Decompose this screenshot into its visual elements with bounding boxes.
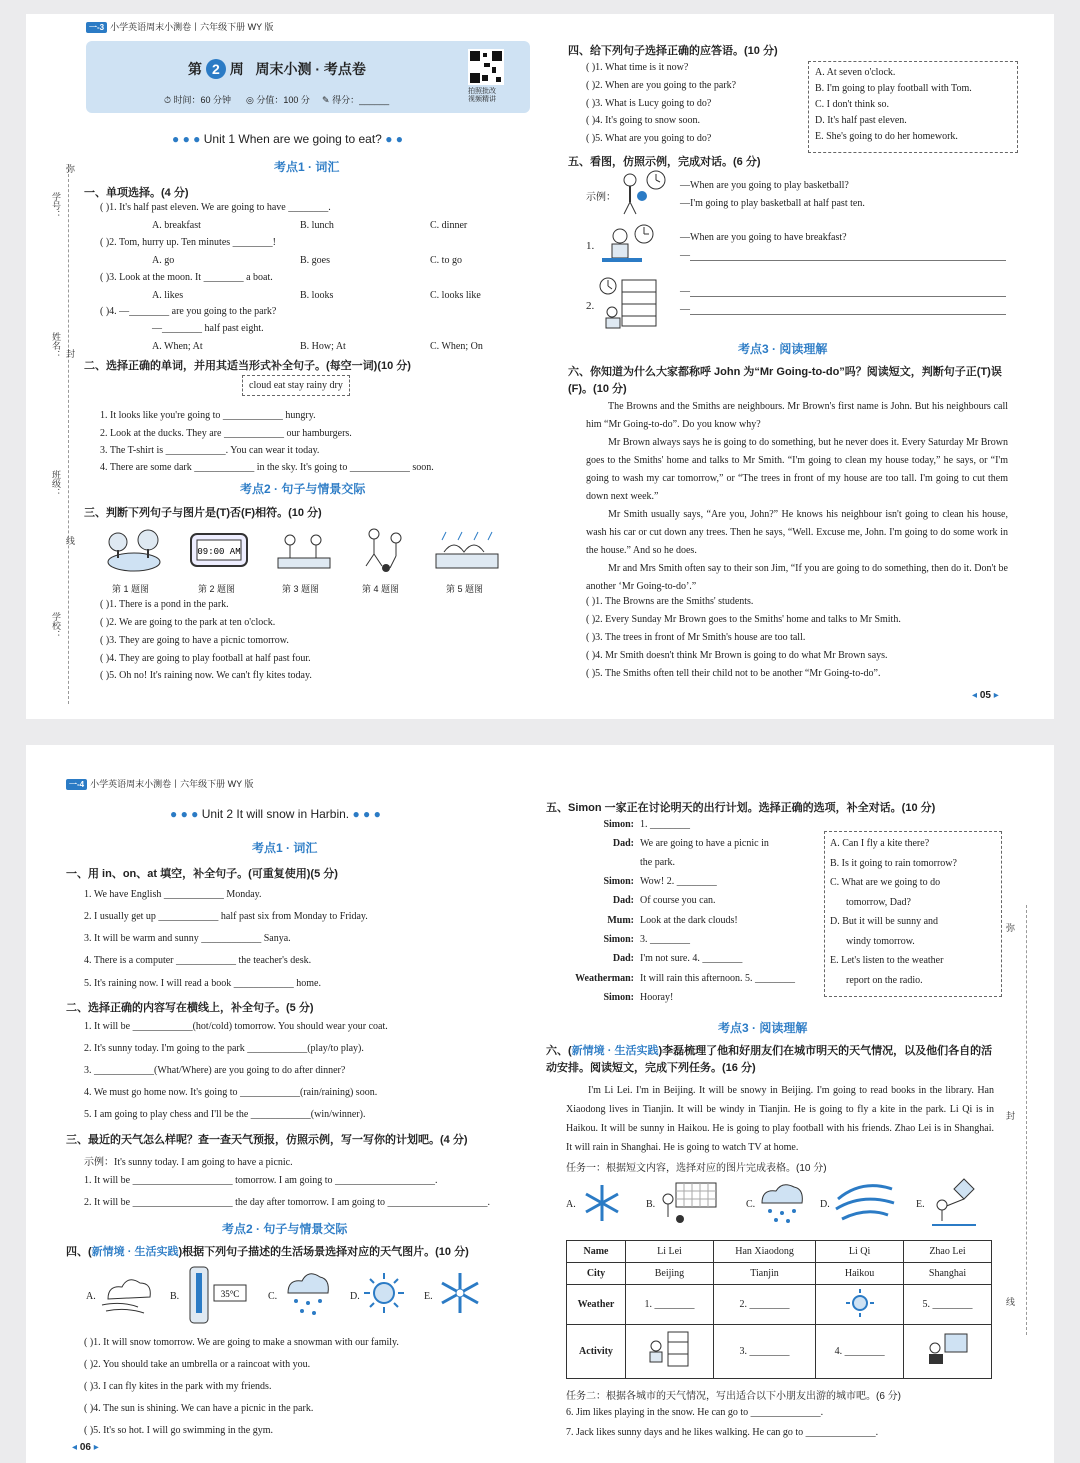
fill-question: 3. The T-shirt is ____________. You can wear it today. bbox=[100, 445, 320, 456]
kaodian-1: 考点1 · 词汇 bbox=[252, 841, 318, 855]
qr-code-icon[interactable] bbox=[468, 49, 504, 85]
example-sentence: 示例：It's sunny today. I am going to have a picnic. bbox=[84, 1157, 293, 1168]
fill-question: 1. It looks like you're going to ____________ hungry. bbox=[100, 410, 316, 421]
task-1-title: 任务一：根据短文内容，选择对应的图片完成表格。(10 分) bbox=[566, 1163, 827, 1174]
mc-option[interactable]: C. dinner bbox=[430, 220, 468, 231]
new-context-tag: 新情境 · 生活实践 bbox=[571, 1045, 659, 1057]
time-info: ⏱ 时间：60 分钟 bbox=[164, 95, 232, 105]
running-header bbox=[86, 20, 273, 33]
mc-option[interactable]: B. lunch bbox=[300, 220, 334, 231]
dialogue-option: windy tomorrow. bbox=[846, 935, 915, 947]
school-label: 学校： bbox=[51, 612, 61, 639]
tf-question: ( )5. The Smiths often tell their child not to be another “Mr Going-to-do”. bbox=[586, 668, 881, 679]
picture-label: A. bbox=[86, 1291, 96, 1302]
mc-option[interactable]: B. How; At bbox=[300, 341, 346, 352]
answer-dash: — bbox=[680, 304, 690, 315]
answer-dash: — bbox=[680, 286, 690, 297]
margin-char: 封 bbox=[65, 349, 75, 358]
alarm-clock-picture bbox=[188, 528, 250, 572]
header-tag: 一-3 bbox=[86, 22, 107, 33]
writing-question: 1. It will be ____________________ tomorrow. I am going to ____________________. bbox=[84, 1175, 438, 1186]
binding-line bbox=[68, 164, 69, 704]
table-cell: Beijing bbox=[626, 1263, 714, 1285]
tf-question: ( )2. We are going to the park at ten o'clock. bbox=[100, 617, 276, 628]
library-picture bbox=[598, 276, 660, 332]
thermometer-hot-icon bbox=[184, 1263, 250, 1329]
mc-option[interactable]: C. looks like bbox=[430, 290, 481, 301]
table-answer-cell[interactable]: 5. ________ bbox=[904, 1285, 992, 1325]
speaker: Dad: bbox=[612, 838, 634, 849]
mc-question: ( )2. Tom, hurry up. Ten minutes ________! bbox=[100, 237, 276, 248]
speaker: Simon: bbox=[603, 876, 634, 887]
picture-label: D. bbox=[350, 1291, 360, 1302]
header-tag: 一-4 bbox=[66, 779, 87, 790]
dialogue-text: Wow! 2. ________ bbox=[640, 876, 717, 887]
match-question: ( )2. You should take an umbrella or a raincoat with you. bbox=[84, 1359, 311, 1370]
mc-option[interactable]: B. looks bbox=[300, 290, 334, 301]
week-number: 2 bbox=[206, 59, 226, 79]
tf-question: ( )3. The trees in front of Mr Smith's house are too tall. bbox=[586, 632, 806, 643]
answer-options-box bbox=[808, 61, 1018, 153]
binding-line bbox=[1026, 905, 1027, 1335]
tf-question: ( )4. Mr Smith doesn't think Mr Brown is going to do what Mr Brown says. bbox=[586, 650, 888, 661]
dialogue-text: It will rain this afternoon. 5. ________ bbox=[640, 973, 795, 984]
rain-cloud-icon bbox=[282, 1269, 332, 1321]
tf-question: ( )1. The Browns are the Smiths' students. bbox=[586, 596, 754, 607]
item-number: 1. bbox=[586, 240, 595, 252]
answer-option: D. It's half past eleven. bbox=[815, 115, 907, 126]
dialogue-text: 3. ________ bbox=[640, 934, 690, 945]
example-label: 示例： bbox=[586, 192, 616, 203]
football-picture bbox=[354, 524, 414, 574]
rainy-cloud-icon bbox=[756, 1181, 806, 1225]
writing-question: 2. It will be ____________________ the day after tomorrow. I am going to ____________________. bbox=[84, 1197, 490, 1208]
fill-question: 5. I am going to play chess and I'll be the ____________(win/winner). bbox=[84, 1109, 366, 1120]
table-cell bbox=[904, 1325, 992, 1379]
dialogue-option: E. Let's listen to the weather bbox=[830, 955, 944, 966]
task-2-title: 任务二：根据各城市的天气情况，写出适合以下小朋友出游的城市吧。(6 分) bbox=[566, 1391, 901, 1402]
match-question: ( )5. It's so hot. I will go swimming in the gym. bbox=[84, 1425, 274, 1436]
section-4-title: 四、(新情境 · 生活实践)根据下列句子描述的生活场景选择对应的天气图片。(10 分) bbox=[66, 1246, 469, 1258]
mc-option[interactable]: A. likes bbox=[152, 290, 184, 301]
margin-char: 弥 bbox=[1005, 923, 1015, 932]
reading-library-picture bbox=[646, 1330, 692, 1370]
running-header bbox=[66, 777, 253, 790]
class-label: 班级： bbox=[51, 470, 61, 497]
table-header: Li Lei bbox=[626, 1241, 714, 1263]
fill-question: 2. I usually get up ____________ half past six from Monday to Friday. bbox=[84, 911, 368, 922]
mc-option[interactable]: A. When; At bbox=[152, 341, 203, 352]
weather-table bbox=[566, 1240, 992, 1379]
mc-option[interactable]: A. go bbox=[152, 255, 175, 266]
sun-icon bbox=[362, 1271, 406, 1315]
table-answer-cell[interactable]: 3. ________ bbox=[713, 1325, 815, 1379]
dialogue-option: C. What are we going to do bbox=[830, 877, 941, 888]
got-score: ✎ 得分：______ bbox=[322, 95, 390, 105]
title-banner bbox=[86, 41, 530, 113]
tf-question: ( )3. They are going to have a picnic tomorrow. bbox=[100, 635, 289, 646]
fill-question: 1. It will be ____________(hot/cold) tomorrow. You should wear your coat. bbox=[84, 1021, 388, 1032]
tf-question: ( )2. Every Sunday Mr Brown goes to the Smiths' home and talks to Mr Smith. bbox=[586, 614, 901, 625]
margin-char: 线 bbox=[1005, 1297, 1015, 1306]
match-question: ( )3. I can fly kites in the park with my friends. bbox=[84, 1381, 272, 1392]
table-cell: City bbox=[567, 1263, 626, 1285]
section-1-title: 一、用 in、on、at 填空，补全句子。(可重复使用)(5 分) bbox=[66, 868, 338, 880]
match-question: ( )1. What time is it now? bbox=[586, 62, 689, 73]
dialogue-option: A. Can I fly a kite there? bbox=[830, 838, 930, 849]
fill-question: 3. ____________(What/Where) are you going to do after dinner? bbox=[84, 1065, 346, 1076]
table-cell: Shanghai bbox=[904, 1263, 992, 1285]
student-number-label: 学号： bbox=[51, 192, 61, 219]
table-header: Name bbox=[567, 1241, 626, 1263]
speaker: Simon: bbox=[603, 934, 634, 945]
watching-tv-picture bbox=[925, 1330, 971, 1370]
picture-caption: 第 1 题图 bbox=[112, 584, 150, 594]
quiz-title: 周末小测 · 考点卷 bbox=[255, 61, 366, 77]
fill-question: 1. We have English ____________ Monday. bbox=[84, 889, 262, 900]
name-label: 姓名： bbox=[51, 332, 61, 359]
mc-option[interactable]: B. goes bbox=[300, 255, 330, 266]
picture-caption: 第 5 题图 bbox=[446, 584, 484, 594]
kaodian-3: 考点3 · 阅读理解 bbox=[718, 1021, 808, 1035]
reading-paragraph: Mr Brown always says he is going to do something, but he never does it. Every Saturday Mr Brown goes to the Smiths' home and talks to Mr Smith. “I'm going to clean my house today,” he says, or “I'm going to wash my car tomorrow,” or “The trees in front of my house are too tall. I'm going to cut them down next week.” bbox=[586, 437, 1008, 502]
kaodian-1: 考点1 · 词汇 bbox=[274, 160, 340, 174]
picture-label: E. bbox=[424, 1291, 433, 1302]
section-5-title: 五、Simon 一家正在讨论明天的出行计划。选择正确的选项，补全对话。(10 分) bbox=[546, 802, 936, 814]
park-pond-picture bbox=[104, 526, 164, 574]
table-header: Li Qi bbox=[816, 1241, 904, 1263]
match-question: ( )1. It will snow tomorrow. We are going to make a snowman with our family. bbox=[84, 1337, 399, 1348]
fill-question: 2. Look at the ducks. They are ____________ our hamburgers. bbox=[100, 428, 352, 439]
score-info: ◎ 分值：100 分 bbox=[246, 95, 310, 105]
item-number: 2. bbox=[586, 300, 595, 312]
picture-caption: 第 2 题图 bbox=[198, 584, 236, 594]
dialogue-text: Look at the dark clouds! bbox=[640, 915, 738, 926]
header-text: 小学英语周末小测卷丨六年级下册 WY 版 bbox=[90, 779, 254, 789]
dialogue-text: Of course you can. bbox=[640, 895, 716, 906]
mc-option[interactable]: A. breakfast bbox=[152, 220, 201, 231]
basketball-boy-picture bbox=[614, 170, 668, 216]
margin-char: 弥 bbox=[65, 164, 75, 173]
speaker: Dad: bbox=[612, 953, 634, 964]
section-5-title: 五、看图，仿照示例，完成对话。(6 分) bbox=[568, 156, 761, 168]
answer-option: C. I don't think so. bbox=[815, 99, 890, 110]
page-05 bbox=[26, 14, 1054, 719]
reading-paragraph: The Browns and the Smiths are neighbours. Mr Brown's first name is John. But his neighbours call him “Mr Going-to-do”. Do you know why? bbox=[586, 401, 1008, 430]
match-question: ( )5. What are you going to do? bbox=[586, 133, 712, 144]
picture-caption: 第 3 题图 bbox=[282, 584, 320, 594]
margin-char: 封 bbox=[1005, 1111, 1015, 1120]
fill-question: 4. We must go home now. It's going to ____________(rain/raining) soon. bbox=[84, 1087, 378, 1098]
windy-cloud-icon bbox=[98, 1271, 156, 1319]
football-goal-picture bbox=[658, 1179, 720, 1225]
section-2-title: 二、选择正确的单词，并用其适当形式补全句子。(每空一词)(10 分) bbox=[84, 360, 411, 372]
mc-question: ( )1. It's half past eleven. We are going to have ________. bbox=[100, 202, 331, 213]
dialogue-line: —When are you going to have breakfast? bbox=[680, 232, 847, 243]
answer-option: B. I'm going to play football with Tom. bbox=[815, 83, 972, 94]
clock-icon: ⏱ bbox=[164, 95, 172, 105]
header-text: 小学英语周末小测卷丨六年级下册 WY 版 bbox=[110, 22, 274, 32]
points-icon: ◎ bbox=[246, 95, 254, 105]
table-cell: Activity bbox=[567, 1325, 626, 1379]
section-3-title: 三、判断下列句子与图片是(T)否(F)相符。(10 分) bbox=[84, 507, 322, 519]
table-cell: Tianjin bbox=[713, 1263, 815, 1285]
snowflake-icon bbox=[438, 1271, 482, 1315]
match-question: ( )3. What is Lucy going to do? bbox=[586, 98, 712, 109]
dialogue-text: the park. bbox=[640, 857, 675, 868]
picture-label: E. bbox=[916, 1199, 925, 1210]
dialogue-option: D. But it will be sunny and bbox=[830, 916, 939, 927]
section-2-title: 二、选择正确的内容写在横线上，补全句子。(5 分) bbox=[66, 1002, 314, 1014]
table-answer-cell[interactable]: 4. ________ bbox=[816, 1325, 904, 1379]
dialogue-text: We are going to have a picnic in bbox=[640, 838, 769, 849]
mc-option[interactable]: C. When; On bbox=[430, 341, 483, 352]
dialogue-option: tomorrow, Dad? bbox=[846, 896, 911, 908]
fill-question: 5. It's raining now. I will read a book ____________ home. bbox=[84, 978, 321, 989]
answer-line[interactable] bbox=[690, 260, 1006, 261]
mc-question: ( )4. —________ are you going to the park? bbox=[100, 306, 277, 317]
fill-question: 4. There is a computer ____________ the teacher's desk. bbox=[84, 955, 312, 966]
tf-question: ( )5. Oh no! It's raining now. We can't fly kites today. bbox=[100, 670, 312, 681]
table-header: Han Xiaodong bbox=[713, 1241, 815, 1263]
clock-time: 09:00 AM bbox=[197, 547, 241, 557]
table-answer-cell[interactable]: 2. ________ bbox=[713, 1285, 815, 1325]
sun-icon bbox=[845, 1288, 875, 1318]
tf-question: ( )1. There is a pond in the park. bbox=[100, 599, 229, 610]
snowy-icon bbox=[580, 1183, 624, 1223]
kite-picture bbox=[928, 1177, 978, 1227]
picture-label: C. bbox=[268, 1291, 278, 1302]
kaodian-3: 考点3 · 阅读理解 bbox=[738, 342, 828, 356]
mc-option[interactable]: C. to go bbox=[430, 255, 462, 266]
example-line: —When are you going to play basketball? bbox=[680, 180, 849, 191]
answer-line[interactable] bbox=[690, 296, 1006, 297]
picture-caption: 第 4 题图 bbox=[362, 584, 400, 594]
reading-paragraph: Mr Smith usually says, “Are you, John?” He knows his neighbour isn't going to clean his house, wash his car or cut down any trees. Then he says, “Well. Excuse me, John. I'm going to do some work in the house.” And so he does. bbox=[586, 509, 1008, 556]
match-question: ( )4. It's going to snow soon. bbox=[586, 115, 701, 126]
answer-option: E. She's going to do her homework. bbox=[815, 131, 958, 142]
speaker: Weatherman: bbox=[575, 973, 634, 984]
speaker: Simon: bbox=[603, 819, 634, 830]
speaker: Dad: bbox=[612, 895, 634, 906]
picture-label: B. bbox=[646, 1199, 656, 1210]
dialogue-text: 1. ________ bbox=[640, 819, 690, 830]
page-06 bbox=[26, 745, 1054, 1463]
picture-label: C. bbox=[746, 1199, 756, 1210]
match-question: ( )2. When are you going to the park? bbox=[586, 80, 737, 91]
speaker: Simon: bbox=[603, 992, 634, 1003]
table-answer-cell[interactable]: 1. ________ bbox=[626, 1285, 714, 1325]
answer-dash: — bbox=[680, 250, 690, 261]
picture-label: A. bbox=[566, 1199, 576, 1210]
table-cell bbox=[626, 1325, 714, 1379]
speaker: Mum: bbox=[607, 915, 634, 926]
tf-question: ( )4. They are going to play football at half past four. bbox=[100, 653, 311, 664]
margin-char: 线 bbox=[65, 536, 75, 545]
fill-question: 3. It will be warm and sunny ____________ Sanya. bbox=[84, 933, 291, 944]
unit-title: ● ● ● Unit 1 When are we going to eat? ● ● bbox=[172, 132, 404, 146]
mc-question: ( )3. Look at the moon. It ________ a boat. bbox=[100, 272, 273, 283]
writing-question: 7. Jack likes sunny days and he likes walking. He can go to ______________. bbox=[566, 1427, 879, 1438]
reading-paragraph: Mr and Mrs Smith often say to their son Jim, “If you are going to do something, then do it. Don't be another ‘Mr Going-to-do’.” bbox=[586, 563, 1008, 592]
example-line: —I'm going to play basketball at half past ten. bbox=[680, 198, 865, 209]
page-number: ◂ 05 ▸ bbox=[972, 690, 999, 701]
dialogue-option: B. Is it going to rain tomorrow? bbox=[830, 857, 957, 869]
table-cell bbox=[816, 1285, 904, 1325]
answer-line[interactable] bbox=[690, 314, 1006, 315]
fill-question: 2. It's sunny today. I'm going to the park ____________(play/to play). bbox=[84, 1043, 364, 1054]
section-6-title: 六、你知道为什么大家都称呼 John 为“Mr Going-to-do”吗？阅读短文，判断句子正(T)误(F)。(10 分) bbox=[568, 366, 1002, 395]
qr-caption: 拍照批改 视频精讲 bbox=[468, 88, 496, 103]
fill-question: 4. There are some dark ____________ in the sky. It's going to ____________ soon. bbox=[100, 462, 434, 473]
section-1-title: 一、单项选择。(4 分) bbox=[84, 187, 189, 199]
table-cell: Haikou bbox=[816, 1263, 904, 1285]
new-context-tag: 新情境 · 生活实践 bbox=[91, 1246, 179, 1258]
dialogue-text: I'm not sure. 4. ________ bbox=[640, 953, 743, 964]
pen-icon: ✎ bbox=[322, 95, 330, 105]
kaodian-2: 考点2 · 句子与情景交际 bbox=[240, 482, 366, 496]
answer-option: A. At seven o'clock. bbox=[815, 67, 896, 78]
picnic-picture bbox=[272, 526, 336, 574]
dialogue-option: report on the radio. bbox=[846, 974, 923, 986]
picture-label: B. bbox=[170, 1291, 180, 1302]
breakfast-picture bbox=[600, 224, 656, 272]
windy-icon bbox=[832, 1179, 898, 1225]
temperature: 35°C bbox=[220, 1289, 240, 1299]
rainy-picture bbox=[434, 528, 500, 572]
section-6-title: 六、(新情境 · 生活实践)李磊梳理了他和好朋友们在城市明天的天气情况，以及他们各自的活动安排。阅读短文，完成下列任务。(16 分) bbox=[546, 1045, 993, 1074]
kaodian-2: 考点2 · 句子与情景交际 bbox=[222, 1222, 348, 1236]
word-bank: cloud eat stay rainy dry bbox=[242, 375, 350, 396]
week-title: 第 2 周 周末小测 · 考点卷 bbox=[188, 61, 366, 77]
dialogue-options-box bbox=[824, 831, 1002, 997]
section-4-title: 四、给下列句子选择正确的应答语。(10 分) bbox=[568, 45, 778, 57]
unit-title: ● ● ● Unit 2 It will snow in Harbin. ● ● ● bbox=[170, 807, 381, 821]
dialogue-text: Hooray! bbox=[640, 992, 674, 1003]
table-cell: Weather bbox=[567, 1285, 626, 1325]
table-header: Zhao Lei bbox=[904, 1241, 992, 1263]
picture-label: D. bbox=[820, 1199, 830, 1210]
reading-paragraph: I'm Li Lei. I'm in Beijing. It will be snowy in Beijing. I'm going to read books in the library. Han Xiaodong lives in Tianjin. It will be windy in Tianjin. He is going to fly a kite in the park. Li Qi is in Haikou. It will be sunny in Haikou. He is going to play football with his friends. Zhao Lei is in Shanghai. It will rain in Shanghai. He is going to watch TV at home. bbox=[566, 1085, 994, 1153]
match-question: ( )4. The sun is shining. We can have a picnic in the park. bbox=[84, 1403, 314, 1414]
writing-question: 6. Jim likes playing in the snow. He can go to ______________. bbox=[566, 1407, 824, 1418]
mc-question-line2: —________ half past eight. bbox=[152, 323, 264, 334]
page-number: ◂ 06 ▸ bbox=[72, 1442, 99, 1453]
section-3-title: 三、最近的天气怎么样呢？查一查天气预报，仿照示例，写一写你的计划吧。(4 分) bbox=[66, 1134, 468, 1146]
